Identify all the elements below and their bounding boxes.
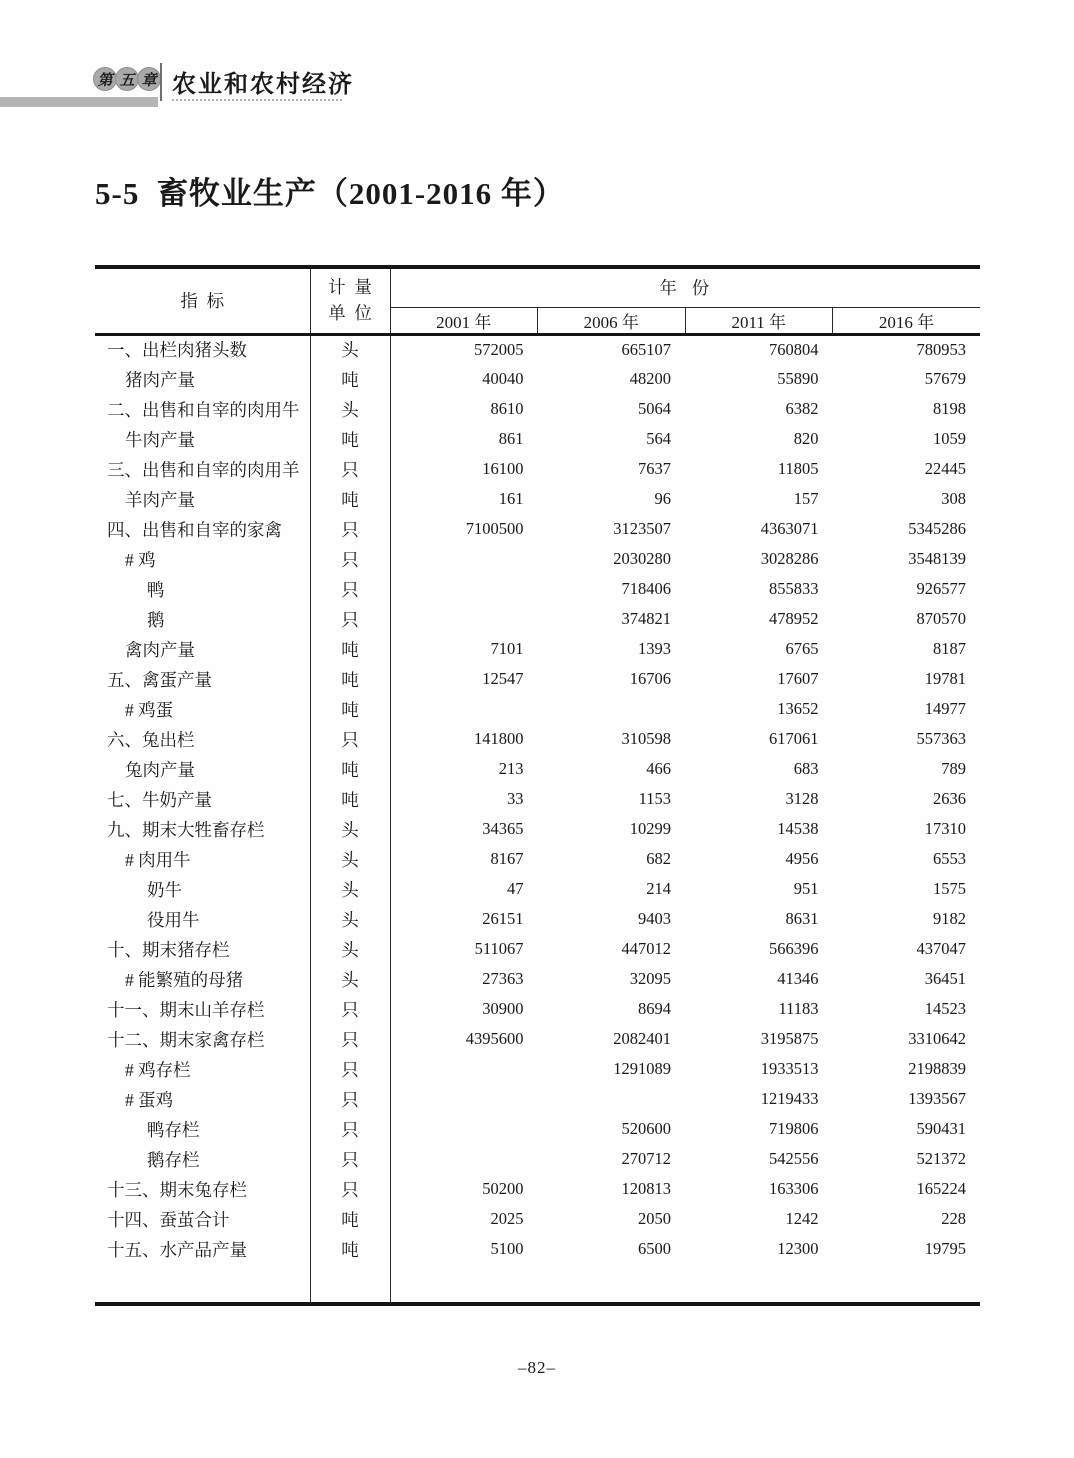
unit-cell: 吨 (310, 484, 390, 514)
value-cell: 5100 (490, 1239, 524, 1258)
indicator-cell: 鹅 (147, 609, 165, 630)
value-cell: 1242 (785, 1209, 819, 1228)
value-cell: 665107 (621, 339, 671, 359)
unit-cell: 只 (310, 544, 390, 574)
table-row (95, 394, 980, 424)
indicator-cell: 五、禽蛋产量 (107, 669, 212, 690)
value-cell: 9403 (638, 909, 671, 928)
table-row (95, 424, 980, 454)
value-cell: 3028286 (760, 549, 819, 568)
value-cell: 5064 (638, 399, 671, 418)
page-number: –82– (518, 1358, 556, 1377)
value-cell (390, 1144, 538, 1174)
indicator-cell: 十二、期末家禽存栏 (107, 1029, 265, 1050)
value-cell: 11805 (777, 459, 819, 478)
spacer-cell (390, 1264, 538, 1304)
table-row (95, 694, 980, 724)
table-row (95, 454, 980, 484)
indicator-cell: 十四、蚕茧合计 (107, 1209, 230, 1230)
value-cell: 57679 (924, 369, 966, 388)
table-row (95, 1144, 980, 1174)
value-cell: 50200 (482, 1179, 524, 1198)
indicator-cell: 牛肉产量 (125, 429, 195, 450)
col-header-unit (310, 267, 390, 334)
indicator-cell: 役用牛 (147, 909, 200, 930)
value-cell: 1059 (933, 429, 966, 448)
table-row (95, 334, 980, 364)
indicator-cell: # 肉用牛 (125, 849, 191, 870)
value-cell: 2082401 (613, 1029, 671, 1048)
table-spacer-row (95, 1264, 980, 1304)
spacer-cell (310, 1264, 390, 1304)
table-row (95, 844, 980, 874)
value-cell (390, 544, 538, 574)
value-cell: 1393567 (908, 1089, 966, 1108)
value-cell (538, 1084, 686, 1114)
table-row (95, 964, 980, 994)
table-row (95, 544, 980, 574)
unit-cell: 只 (310, 514, 390, 544)
value-cell (390, 604, 538, 634)
value-cell (390, 574, 538, 604)
table-row (95, 484, 980, 514)
unit-cell: 头 (310, 964, 390, 994)
table-row (95, 1084, 980, 1114)
chapter-badge-char: 第 (93, 67, 117, 91)
value-cell: 7100500 (465, 519, 524, 538)
unit-header-line1: 计 量 (328, 277, 372, 298)
value-cell: 213 (498, 759, 524, 778)
indicator-cell: 四、出售和自宰的家禽 (107, 519, 282, 540)
unit-cell: 只 (310, 724, 390, 754)
value-cell: 41346 (777, 969, 819, 988)
indicator-cell: 鸭 (147, 579, 165, 600)
value-cell: 683 (793, 759, 819, 778)
value-cell: 16706 (629, 669, 671, 688)
indicator-cell: # 蛋鸡 (125, 1089, 174, 1110)
value-cell: 163306 (769, 1179, 819, 1198)
unit-cell: 吨 (310, 364, 390, 394)
chapter-badge-char: 章 (137, 67, 161, 91)
value-cell: 10299 (629, 819, 671, 838)
chapter-header-divider (160, 63, 162, 101)
value-cell: 870570 (916, 609, 966, 628)
indicator-cell: 鸭存栏 (147, 1119, 200, 1140)
value-cell: 214 (646, 879, 671, 898)
indicator-cell: # 鸡存栏 (125, 1059, 191, 1080)
indicator-cell: 二、出售和自宰的肉用牛 (107, 399, 300, 420)
value-cell: 1153 (638, 789, 671, 808)
value-cell: 780953 (916, 339, 966, 359)
spacer-cell (538, 1264, 686, 1304)
value-cell: 789 (941, 759, 966, 778)
indicator-cell: # 鸡蛋 (125, 699, 174, 720)
table-row (95, 1024, 980, 1054)
value-cell: 1575 (933, 879, 966, 898)
value-cell: 718406 (621, 579, 671, 598)
chapter-badge-char: 五 (115, 67, 139, 91)
value-cell: 34365 (482, 819, 524, 838)
indicator-cell: 猪肉产量 (125, 369, 195, 390)
chapter-title-dotted-rule (172, 99, 342, 101)
unit-cell: 吨 (310, 754, 390, 784)
indicator-cell: 十三、期末兔存栏 (107, 1179, 247, 1200)
value-cell: 557363 (916, 729, 966, 748)
value-cell: 3195875 (760, 1029, 819, 1048)
unit-cell: 头 (310, 934, 390, 964)
spacer-cell (833, 1264, 981, 1304)
unit-cell: 只 (310, 1174, 390, 1204)
indicator-cell: 羊肉产量 (125, 489, 195, 510)
value-cell (390, 1084, 538, 1114)
value-cell: 14538 (777, 819, 819, 838)
unit-cell: 吨 (310, 784, 390, 814)
table-row (95, 1054, 980, 1084)
value-cell: 3123507 (613, 519, 671, 538)
value-cell: 374821 (621, 609, 671, 628)
table-row (95, 1204, 980, 1234)
value-cell: 7101 (490, 639, 524, 658)
value-cell: 2636 (933, 789, 966, 808)
value-cell: 820 (793, 429, 819, 448)
value-cell: 40040 (482, 369, 524, 388)
value-cell: 55890 (777, 369, 819, 388)
value-cell: 8187 (933, 639, 966, 658)
col-header-year-2006: 2006 年 (538, 307, 686, 334)
chapter-title: 农业和农村经济 (172, 71, 354, 98)
indicator-cell: 十一、期末山羊存栏 (107, 999, 265, 1020)
value-cell: 2050 (638, 1209, 671, 1228)
value-cell: 13652 (777, 699, 819, 718)
value-cell: 19781 (924, 669, 966, 688)
indicator-cell: 一、出栏肉猪头数 (107, 340, 247, 361)
unit-cell: 吨 (310, 424, 390, 454)
table-header (95, 267, 980, 334)
indicator-cell: 兔肉产量 (125, 759, 195, 780)
value-cell: 447012 (621, 939, 671, 958)
value-cell: 8631 (785, 909, 819, 928)
value-cell: 157 (793, 489, 819, 508)
value-cell: 161 (498, 489, 524, 508)
value-cell: 12300 (777, 1239, 819, 1258)
value-cell: 6500 (638, 1239, 671, 1258)
value-cell: 8694 (638, 999, 671, 1018)
value-cell: 36451 (924, 969, 966, 988)
table-row (95, 664, 980, 694)
value-cell: 1219433 (760, 1089, 819, 1108)
indicator-cell: 鹅存栏 (147, 1149, 200, 1170)
table-row (95, 874, 980, 904)
value-cell: 682 (646, 849, 671, 868)
value-cell: 511067 (474, 939, 524, 958)
unit-cell: 头 (310, 814, 390, 844)
value-cell: 16100 (482, 459, 524, 478)
value-cell (390, 694, 538, 724)
table-row (95, 1174, 980, 1204)
table-row (95, 1114, 980, 1144)
table-row (95, 1234, 980, 1264)
value-cell: 11183 (778, 999, 819, 1018)
value-cell: 30900 (482, 999, 524, 1018)
unit-cell: 吨 (310, 1234, 390, 1264)
livestock-production-table (95, 265, 980, 1306)
unit-cell: 头 (310, 394, 390, 424)
value-cell: 855833 (769, 579, 819, 598)
table-row (95, 574, 980, 604)
indicator-cell: 三、出售和自宰的肉用羊 (107, 459, 300, 480)
value-cell: 572005 (474, 339, 524, 359)
table-row (95, 604, 980, 634)
unit-cell: 只 (310, 454, 390, 484)
spacer-cell (685, 1264, 833, 1304)
value-cell: 4363071 (760, 519, 819, 538)
table-row (95, 994, 980, 1024)
value-cell: 566396 (769, 939, 819, 958)
value-cell: 520600 (621, 1119, 671, 1138)
value-cell (390, 1114, 538, 1144)
value-cell: 96 (654, 489, 671, 508)
value-cell: 228 (941, 1209, 966, 1228)
value-cell: 437047 (916, 939, 966, 958)
unit-cell: 头 (310, 904, 390, 934)
unit-header-line2: 单 位 (328, 302, 372, 323)
value-cell: 165224 (916, 1179, 966, 1198)
value-cell: 521372 (916, 1149, 966, 1168)
table-row (95, 904, 980, 934)
value-cell: 310598 (621, 729, 671, 748)
value-cell: 2025 (490, 1209, 524, 1228)
value-cell: 2030280 (613, 549, 671, 568)
value-cell: 14523 (924, 999, 966, 1018)
value-cell: 9182 (933, 909, 966, 928)
value-cell: 5345286 (908, 519, 966, 538)
page-title: 5-5 畜牧业生产（2001-2016 年） (95, 176, 565, 211)
value-cell: 951 (793, 879, 819, 898)
unit-cell: 头 (310, 874, 390, 904)
table-row (95, 934, 980, 964)
table-row (95, 514, 980, 544)
unit-cell: 吨 (310, 664, 390, 694)
value-cell: 27363 (482, 969, 524, 988)
value-cell: 861 (498, 429, 524, 448)
value-cell: 32095 (629, 969, 671, 988)
value-cell: 6553 (933, 849, 966, 868)
value-cell: 141800 (474, 729, 524, 748)
table-row (95, 724, 980, 754)
value-cell: 1291089 (613, 1059, 671, 1078)
unit-cell: 只 (310, 1054, 390, 1084)
unit-cell: 只 (310, 1144, 390, 1174)
col-header-year-2011: 2011 年 (685, 307, 833, 334)
indicator-cell: # 鸡 (125, 549, 156, 570)
chapter-header-bar (0, 97, 158, 107)
value-cell: 308 (941, 489, 966, 508)
value-cell: 6765 (785, 639, 819, 658)
value-cell: 4395600 (465, 1029, 524, 1048)
unit-cell: 吨 (310, 1204, 390, 1234)
value-cell: 12547 (482, 669, 524, 688)
value-cell: 617061 (769, 729, 819, 748)
value-cell: 33 (507, 789, 524, 808)
value-cell: 1933513 (760, 1059, 819, 1078)
value-cell (390, 1054, 538, 1084)
value-cell: 3128 (785, 789, 819, 808)
value-cell (538, 694, 686, 724)
value-cell: 719806 (769, 1119, 819, 1138)
value-cell: 542556 (769, 1149, 819, 1168)
unit-cell: 只 (310, 1024, 390, 1054)
unit-cell: 只 (310, 574, 390, 604)
value-cell: 926577 (916, 579, 966, 598)
value-cell: 270712 (621, 1149, 671, 1168)
chapter-badge (93, 67, 159, 91)
value-cell: 3548139 (908, 549, 966, 568)
unit-cell: 只 (310, 1084, 390, 1114)
col-header-year-2016: 2016 年 (833, 307, 981, 334)
table-row (95, 634, 980, 664)
unit-cell: 只 (310, 1114, 390, 1144)
indicator-cell: # 能繁殖的母猪 (125, 969, 244, 990)
unit-cell: 吨 (310, 694, 390, 724)
value-cell: 8610 (490, 399, 524, 418)
indicator-cell: 十五、水产品产量 (107, 1239, 247, 1260)
indicator-cell: 十、期末猪存栏 (107, 939, 230, 960)
value-cell: 8198 (933, 399, 966, 418)
table-row (95, 754, 980, 784)
table-row (95, 814, 980, 844)
col-header-indicator: 指 标 (95, 267, 310, 334)
col-header-year-group: 年 份 (390, 267, 980, 307)
value-cell: 478952 (769, 609, 819, 628)
value-cell: 22445 (924, 459, 966, 478)
value-cell: 17310 (924, 819, 966, 838)
col-header-year-2001: 2001 年 (390, 307, 538, 334)
value-cell: 564 (646, 429, 671, 448)
value-cell: 1393 (638, 639, 671, 658)
value-cell: 14977 (924, 699, 966, 718)
value-cell: 8167 (490, 849, 524, 868)
value-cell: 26151 (482, 909, 524, 928)
indicator-cell: 六、兔出栏 (107, 729, 195, 750)
value-cell: 3310642 (908, 1029, 966, 1048)
unit-cell: 吨 (310, 634, 390, 664)
table-body (95, 334, 980, 1304)
value-cell: 17607 (777, 669, 819, 688)
unit-cell: 头 (310, 334, 390, 364)
value-cell: 2198839 (908, 1059, 966, 1078)
indicator-cell: 奶牛 (147, 879, 182, 900)
value-cell: 466 (646, 759, 671, 778)
value-cell: 6382 (785, 399, 819, 418)
table-row (95, 364, 980, 394)
table-row (95, 784, 980, 814)
value-cell: 47 (507, 879, 524, 898)
indicator-cell: 九、期末大牲畜存栏 (107, 819, 265, 840)
value-cell: 48200 (629, 369, 671, 388)
value-cell: 760804 (769, 339, 819, 359)
indicator-cell: 禽肉产量 (125, 639, 195, 660)
value-cell: 7637 (638, 459, 671, 478)
unit-cell: 头 (310, 844, 390, 874)
unit-cell: 只 (310, 994, 390, 1024)
spacer-cell (95, 1264, 310, 1304)
value-cell: 19795 (924, 1239, 966, 1258)
value-cell: 120813 (621, 1179, 671, 1198)
unit-cell: 只 (310, 604, 390, 634)
indicator-cell: 七、牛奶产量 (107, 789, 212, 810)
value-cell: 590431 (916, 1119, 966, 1138)
value-cell: 4956 (785, 849, 819, 868)
